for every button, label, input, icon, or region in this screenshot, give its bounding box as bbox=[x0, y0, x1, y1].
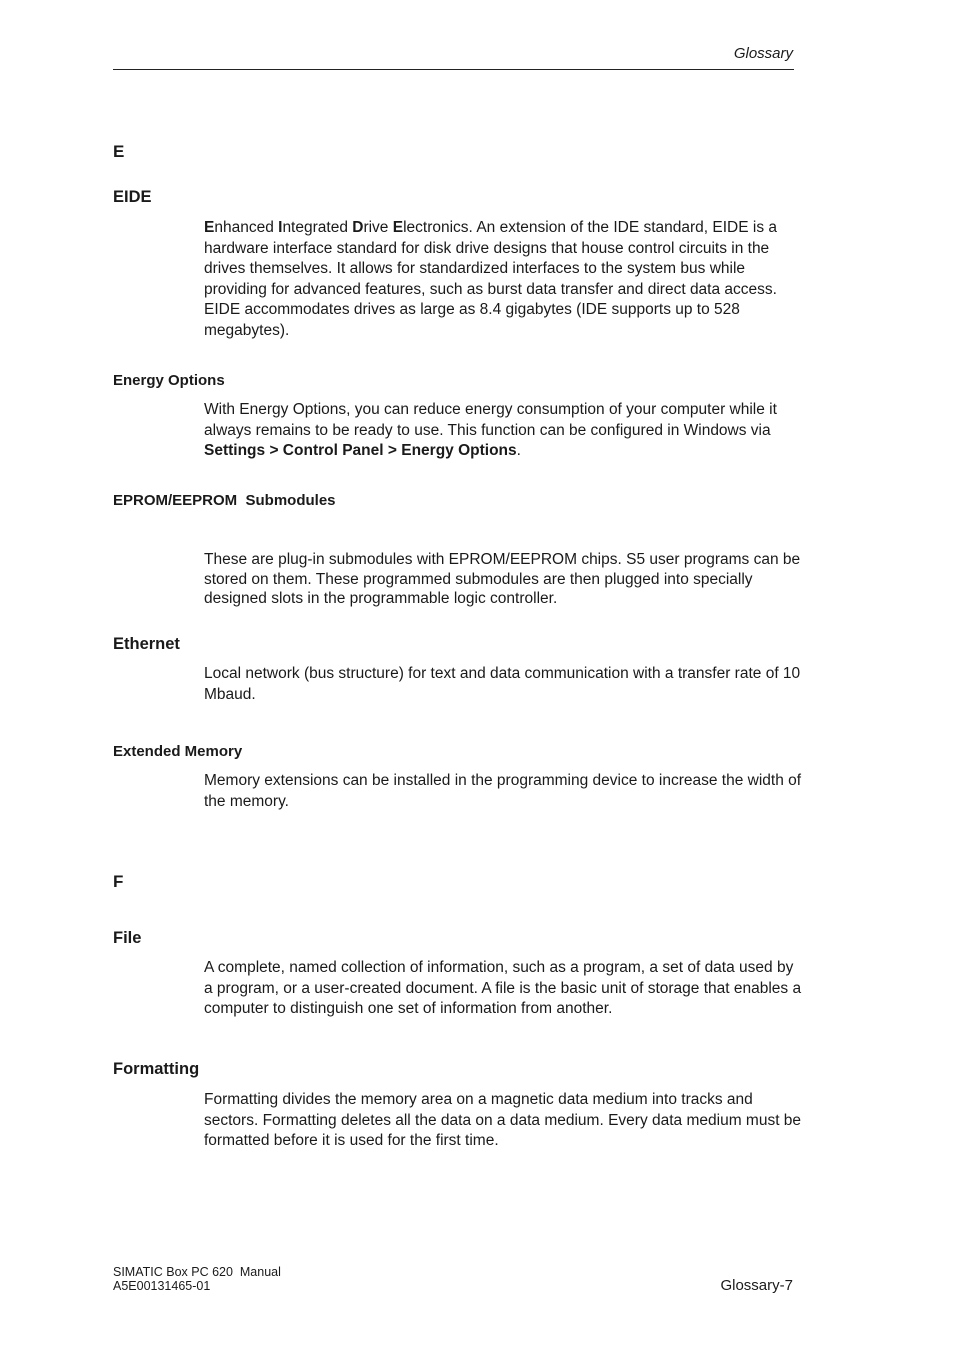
term-formatting: Formatting bbox=[113, 1060, 200, 1078]
bold-run: D bbox=[352, 219, 364, 236]
section-letter-f: F bbox=[113, 872, 124, 891]
definition-energy-options: With Energy Options, you can reduce energy consumption of your computer while it always remains to be ready to use. This function can be configured in Windows via Settings > Control Panel > Energy Options. bbox=[204, 401, 777, 460]
header-rule bbox=[113, 69, 794, 70]
footer-manual-info bbox=[113, 1265, 281, 1293]
term-eprom-eeprom-submodules: EPROM/EEPROM Submodules bbox=[113, 492, 336, 509]
definition-formatting: Formatting divides the memory area on a magnetic data medium into tracks and sectors. Formatting deletes all the data on a data medium. Every data medium must be formatted before it is used for the first time. bbox=[204, 1091, 802, 1150]
definition-extended-memory: Memory extensions can be installed in the programming device to increase the width of the memory. bbox=[204, 772, 802, 810]
term-ethernet: Ethernet bbox=[113, 635, 180, 653]
definition-file: A complete, named collection of information, such as a program, a set of data used by a program, or a user-created document. A file is the basic unit of storage that enables a computer to distinguish one set of information from another. bbox=[204, 959, 802, 1018]
page-number: Glossary-7 bbox=[720, 1277, 793, 1294]
term-eide: EIDE bbox=[113, 188, 152, 206]
definition-eprom-eeprom-submodules: These are plug-in submodules with EPROM/EEPROM chips. S5 user programs can be stored on them. These programmed submodules are then plugged into specially designed slots in the programmable logic controller. bbox=[204, 551, 801, 607]
bold-run: I bbox=[278, 219, 283, 236]
definition-eide: Enhanced Integrated Drive Electronics. An extension of the IDE standard, EIDE is a hardware interface standard for disk drive designs that house control circuits in the drives themselves. It allows for standardized interfaces to the system bus while providing for advanced features, such as burst data transfer and direct data access. EIDE accommodates drives as large as 8.4 gigabytes (IDE supports up to 528 megabytes). bbox=[204, 219, 778, 339]
bold-run: E bbox=[392, 219, 404, 236]
bold-run: E bbox=[204, 219, 215, 236]
footer-manual-title: SIMATIC Box PC 620 Manual bbox=[113, 1265, 281, 1279]
running-header: Glossary bbox=[733, 45, 793, 62]
definition-ethernet: Local network (bus structure) for text and data communication with a transfer rate of 10 Mbaud. bbox=[204, 665, 801, 703]
bold-run: Settings > Control Panel > Energy Options bbox=[204, 442, 517, 460]
footer-order-number: A5E00131465-01 bbox=[113, 1279, 211, 1293]
term-energy-options: Energy Options bbox=[113, 372, 225, 389]
term-extended-memory: Extended Memory bbox=[113, 743, 243, 760]
term-file: File bbox=[113, 929, 142, 947]
section-letter-e: E bbox=[113, 142, 125, 161]
